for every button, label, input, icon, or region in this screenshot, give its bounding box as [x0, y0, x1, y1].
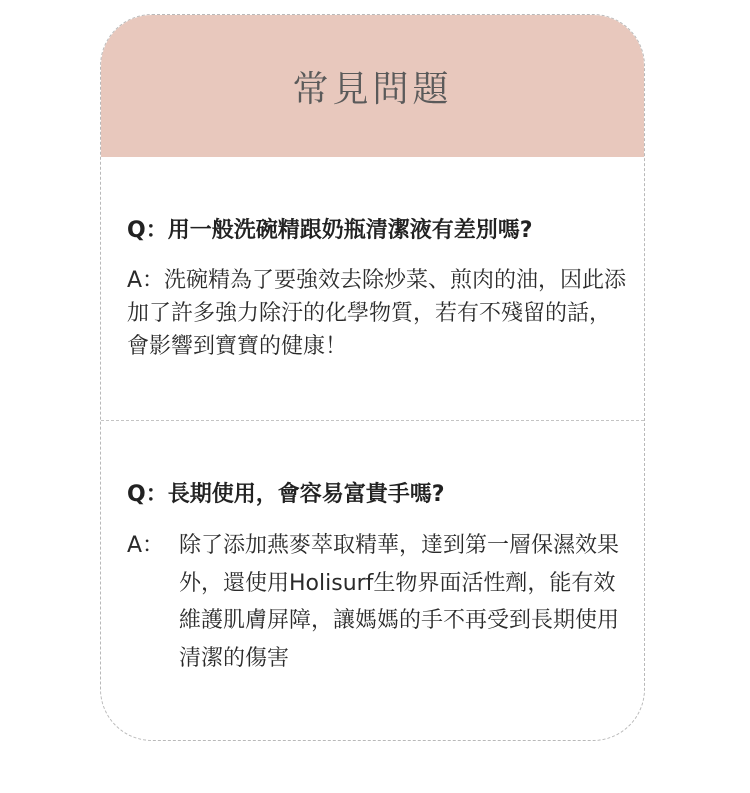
question-prefix: Q： [127, 218, 168, 243]
faq-answer-2 [127, 527, 627, 677]
faq-item-2 [127, 476, 627, 677]
faq-item-1 [127, 212, 627, 363]
faq-answer-1 [127, 264, 627, 363]
answer-text: 除了添加燕麥萃取精華，達到第一層保濕效果外，還使用Holisurf生物界面活性劑，能有效維護肌膚屏障，讓媽媽的手不再受到長期使用清潔的傷害 [179, 533, 620, 671]
answer-text: A：洗碗精為了要強效去除炒菜、煎肉的油，因此添加了許多強力除汙的化學物質，若有不殘留的話，會影響到寶寶的健康！ [127, 268, 627, 359]
answer-prefix: A： [127, 533, 165, 558]
faq-divider [101, 420, 644, 421]
question-text: 長期使用，會容易富貴手嗎? [167, 482, 445, 507]
faq-question-2 [127, 476, 627, 514]
faq-card [100, 14, 645, 741]
question-text: 用一般洗碗精跟奶瓶清潔液有差別嗎? [167, 218, 533, 243]
faq-question-1 [127, 212, 627, 250]
faq-header [101, 15, 644, 157]
faq-title: 常見問題 [292, 68, 453, 110]
question-prefix: Q： [127, 482, 168, 507]
